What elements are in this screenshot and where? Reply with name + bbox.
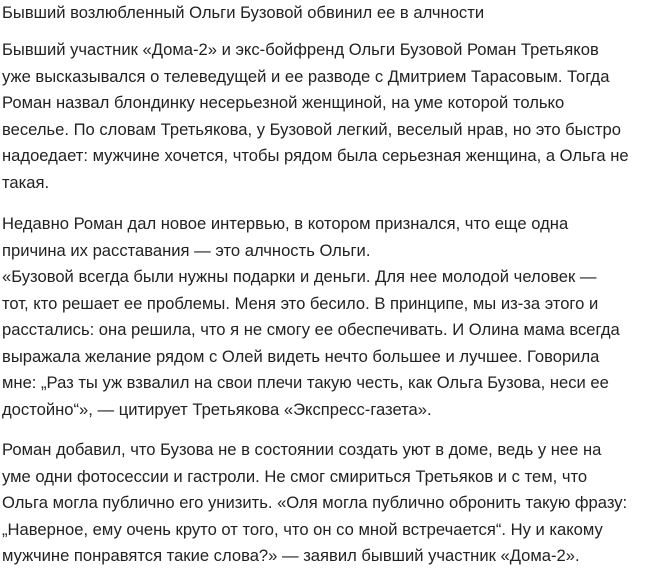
quote-line: тот, кто решает ее проблемы. Меня это бесило. В принципе, мы из-за этого и xyxy=(2,293,599,313)
quote-line: мне: „Раз ты уж взвалил на свои плечи такую честь, как Ольга Бузова, неси ее xyxy=(2,373,609,392)
paragraph-line: уме одни фотосессии и гастроли. Не смог смириться Третьяков и с тем, что xyxy=(2,466,588,486)
quote-line: расстались: она решила, что я не смогу ее обеспечивать. И Олина мама всегда xyxy=(2,320,620,339)
paragraph-line: „Наверное, ему очень круто от того, что он со мной встречается“. Ну и какому xyxy=(2,519,603,539)
paragraph-line: надоедает: мужчине хочется, чтобы рядом была серьезная женщина, а Ольга не xyxy=(2,146,629,165)
quote-line: «Бузовой всегда были нужны подарки и деньги. Для нее молодой человек — xyxy=(2,267,597,286)
paragraph-line: Бывший участник «Дома-2» и экс-бойфренд Ольги Бузовой Роман Третьяков xyxy=(2,40,599,59)
paragraph-line: Ольга могла публично его унизить. «Оля могла публично обронить такую фразу: xyxy=(2,493,628,512)
paragraph-line: уже высказывался о телеведущей и ее разводе с Дмитрием Тарасовым. Тогда xyxy=(2,66,610,86)
paragraph-line: Роман добавил, что Бузова не в состоянии создать уют в доме, ведь у нее на xyxy=(2,440,602,459)
quote-line: достойно“», — цитирует Третьякова «Экспресс-газета». xyxy=(2,399,432,419)
paragraph-line: мужчине понравятся такие слова?» — заявил бывший участник «Дома-2». xyxy=(2,546,580,565)
article-paragraph xyxy=(2,37,648,196)
paragraph-line: Роман назвал блондинку несерьезной женщиной, на уме которой только xyxy=(2,93,565,112)
article-paragraph xyxy=(2,437,648,570)
paragraph-line: Недавно Роман дал новое интервью, в котором признался, что еще одна xyxy=(2,214,569,233)
quote-line: выражала желание рядом с Олей видеть нечто большее и лучшее. Говорила xyxy=(2,346,600,366)
article-paragraph xyxy=(2,211,648,423)
paragraph-line: веселье. По словам Третьякова, у Бузовой легкий, веселый нрав, но это быстро xyxy=(2,119,621,139)
article-title: Бывший возлюбленный Ольги Бузовой обвинил ее в алчности xyxy=(2,3,485,22)
paragraph-line: причина их расставания — это алчность Ольги. xyxy=(2,240,371,260)
paragraph-line: такая. xyxy=(2,172,50,192)
